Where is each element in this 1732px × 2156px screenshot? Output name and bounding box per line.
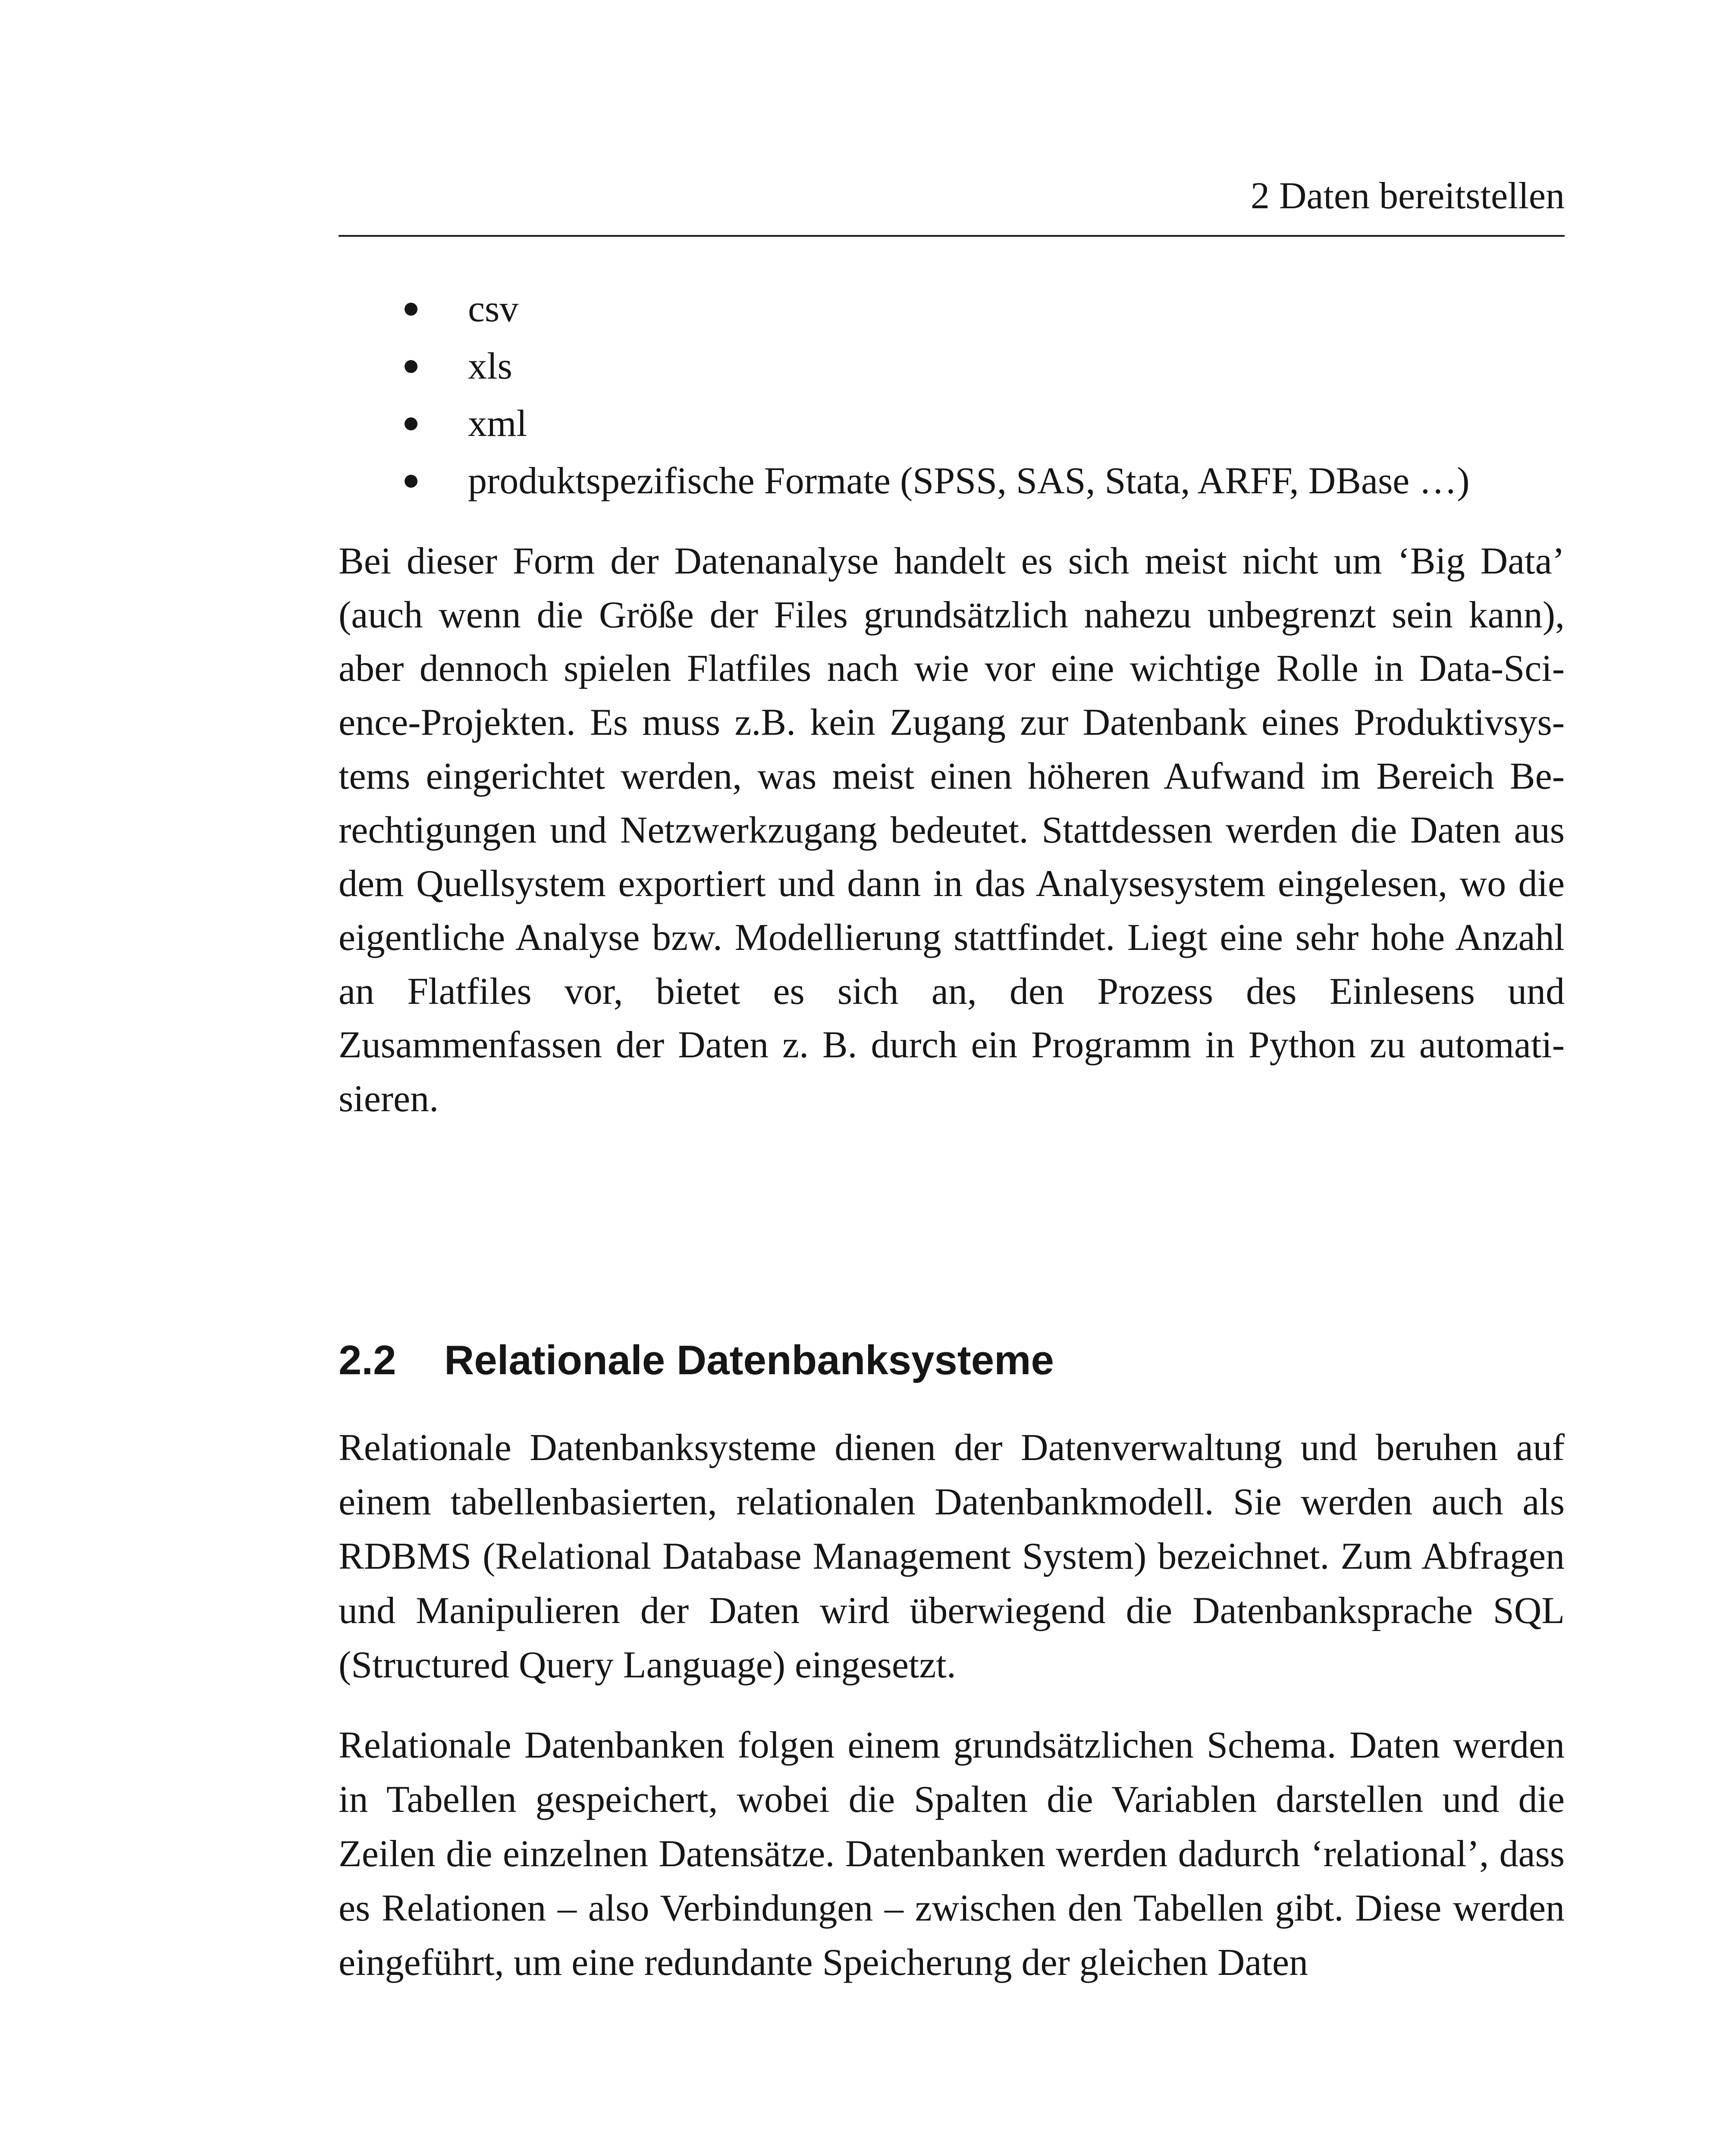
list-item	[339, 338, 1565, 395]
bullet-icon	[405, 360, 417, 373]
list-item-text: xml	[468, 403, 527, 445]
bullet-icon	[405, 303, 417, 316]
section-heading	[339, 1330, 1565, 1391]
section-number: 2.2	[339, 1337, 396, 1383]
bullet-icon	[405, 475, 417, 488]
list-item-text: xls	[468, 345, 512, 387]
list-item	[339, 452, 1565, 510]
format-list	[339, 280, 1565, 510]
list-item	[339, 280, 1565, 338]
list-item-text: csv	[468, 288, 519, 330]
list-item	[339, 395, 1565, 452]
section-title: Relationale Datenbanksysteme	[444, 1337, 1054, 1383]
bullet-icon	[405, 417, 417, 430]
body-paragraph-rdbms-schema: Relationale Datenbanken folgen einem grundsätzlichen Schema. Daten werden in Tabellen gespeichert, wobei die Spalten die Variablen darstellen und die Zeilen die einzelnen Datensätze. Datenbanken werden dadurch ‘relational’, dass es Relationen – also Verbindungen – zwischen den Tabellen gibt. Diese werden eingeführt, um eine redundante Speicherung der gleichen Daten	[339, 1724, 1565, 1984]
header-rule	[339, 235, 1565, 237]
running-header: 2 Daten bereitstellen	[1250, 175, 1565, 217]
body-paragraph-flatfiles: Bei dieser Form der Datenanalyse handelt es sich meist nicht um ‘Big Data’ (auch wenn die Größe der Files grundsätzlich nahezu unbegrenzt sein kann), aber dennoch spielen Flatfiles nach wie vor eine wichtige Rolle in Data-Science-Projekten. Es muss z.B. kein Zugang zur Datenbank eines Produktivsystems eingerichtet werden, was meist einen höheren Aufwand im Bereich Berechtigungen und Netzwerkzugang bedeutet. Stattdessen werden die Daten aus dem Quellsystem exportiert und dann in das Analysesystem eingelesen, wo die eigentliche Analyse bzw. Modellierung stattfindet. Liegt eine sehr hohe Anzahl an Flatfiles vor, bietet es sich an, den Prozess des Einlesens und Zusammenfassen der Daten z. B. durch ein Programm in Python zu automatisieren.	[339, 540, 1565, 1120]
body-paragraph-rdbms-intro: Relationale Datenbanksysteme dienen der Datenverwaltung und beruhen auf einem tabellenbasierten, relationalen Datenbankmodell. Sie werden auch als RDBMS (Relational Database Management System) bezeichnet. Zum Abfragen und Manipulieren der Daten wird überwiegend die Datenbanksprache SQL (Structured Query Language) eingesetzt.	[339, 1427, 1565, 1686]
list-item-text: produktspezifische Formate (SPSS, SAS, Stata, ARFF, DBase …)	[468, 460, 1470, 502]
